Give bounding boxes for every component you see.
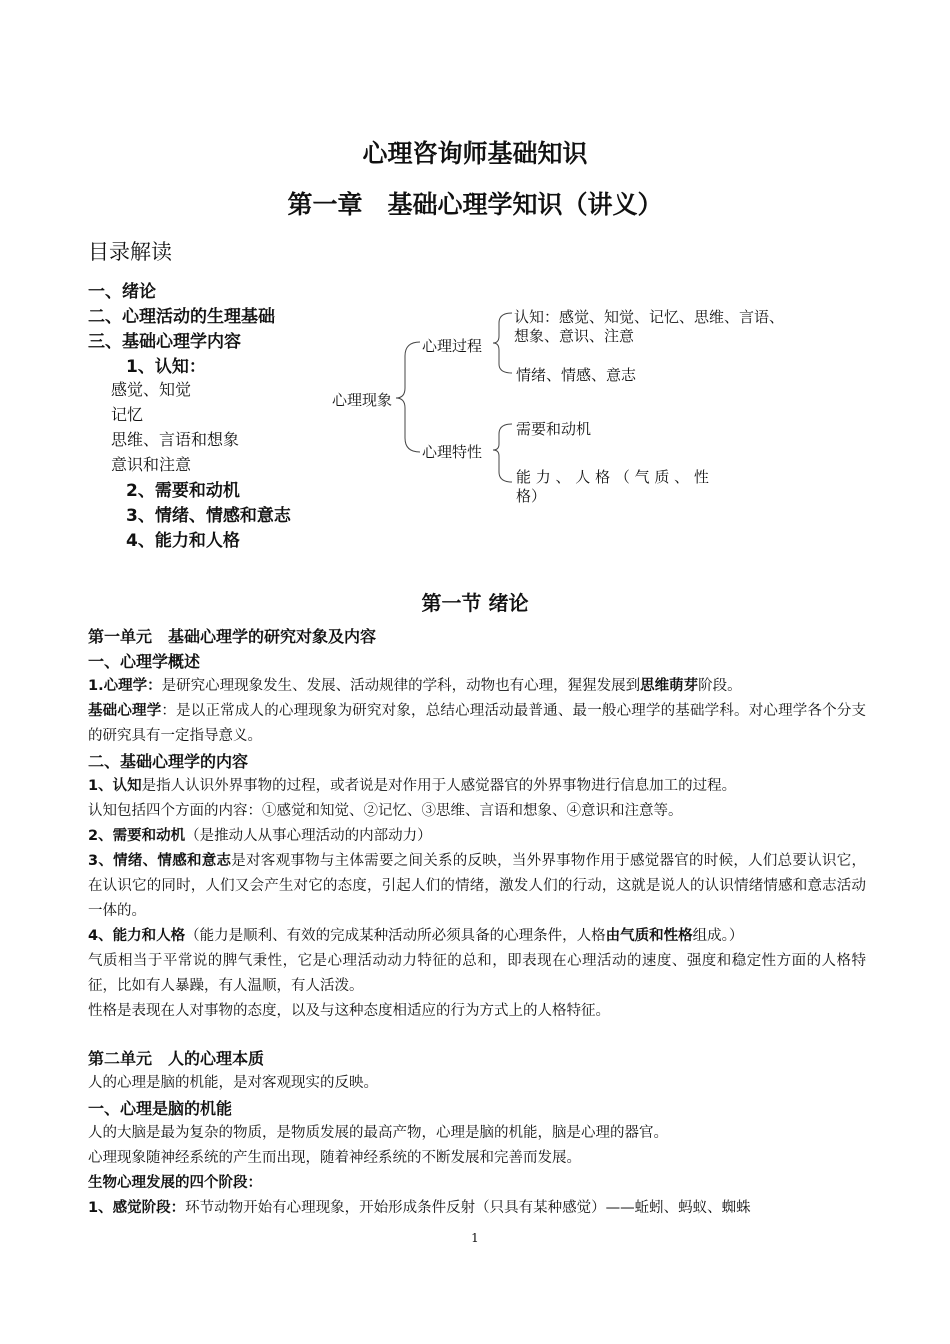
diagram-braces xyxy=(0,0,950,560)
toc-heading: 目录解读 xyxy=(88,240,172,264)
paragraph: 人的大脑是最为复杂的物质，是物质发展的最高产物，心理是脑的机能，脑是心理的器官。 xyxy=(88,1125,668,1141)
paragraph: 4、能力和人格（能力是顺利、有效的完成某种活动所必须具备的心理条件，人格由气质和性格组成。） xyxy=(88,928,744,944)
toc-item: 4、能力和人格 xyxy=(126,531,240,551)
toc-item: 意识和注意 xyxy=(111,455,192,474)
chapter-title: 第一章 基础心理学知识（讲义） xyxy=(287,190,663,219)
unit2-body xyxy=(88,1046,866,1221)
trait-brace xyxy=(493,424,512,482)
unit1-body xyxy=(88,624,866,1024)
unit2-heading-1: 一、心理是脑的机能 xyxy=(88,1099,233,1118)
paragraph: 性格是表现在人对事物的态度，以及与这种态度相适应的行为方式上的人格特征。 xyxy=(88,1003,610,1019)
diagram-cognition: 认知：感觉、知觉、记忆、思维、言语、 xyxy=(514,308,785,326)
paragraph: 气质相当于平常说的脾气秉性，它是心理活动动力特征的总和，即表现在心理活动的速度、强度和稳定性方面的人格特征，比如有人暴躁，有人温顺，有人活泼。 xyxy=(88,953,866,994)
toc-item: 3、情绪、情感和意志 xyxy=(126,506,291,526)
toc-item: 2、需要和动机 xyxy=(126,481,240,501)
diagram-ability: 能 力 、 人 格 （ 气 质 、 性 xyxy=(516,468,709,486)
diagram-ability-cont: 格） xyxy=(516,487,547,505)
paragraph: 1、感觉阶段：环节动物开始有心理现象，开始形成条件反射（只具有某种感觉）——蚯蚓、蚂蚁、蜘蛛 xyxy=(88,1200,751,1216)
paragraph: 认知包括四个方面的内容：①感觉和知觉、②记忆、③思维、言语和想象、④意识和注意等。 xyxy=(88,803,683,819)
document-title: 心理咨询师基础知识 xyxy=(362,139,588,168)
diagram-trait: 心理特性 xyxy=(422,443,483,461)
diagram-emotion: 情绪、情感、意志 xyxy=(516,366,637,384)
unit1-title: 第一单元 基础心理学的研究对象及内容 xyxy=(88,627,377,646)
paragraph: 2、需要和动机（是推动人从事心理活动的内部动力） xyxy=(88,828,432,844)
diagram-needs: 需要和动机 xyxy=(516,420,592,438)
diagram-root: 心理现象 xyxy=(332,391,393,409)
diagram-cognition-cont: 想象、意识、注意 xyxy=(514,327,635,345)
toc-item: 三、基础心理学内容 xyxy=(88,332,241,352)
paragraph: 人的心理是脑的机能，是对客观现实的反映。 xyxy=(88,1075,378,1091)
diagram-process: 心理过程 xyxy=(422,337,483,355)
section-heading: 第一节 绪论 xyxy=(421,591,529,615)
unit1-heading-1: 一、心理学概述 xyxy=(88,652,201,671)
paragraph: 1、认知是指人认识外界事物的过程，或者说是对作用于人感觉器官的外界事物进行信息加工的过程。 xyxy=(88,778,737,794)
unit2-title: 第二单元 人的心理本质 xyxy=(88,1049,265,1068)
page-number: 1 xyxy=(471,1231,479,1245)
toc-item: 感觉、知觉 xyxy=(111,380,192,399)
paragraph: 3、情绪、情感和意志是对客观事物与主体需要之间关系的反映，当外界事物作用于感觉器官的时候，人们总要认识它，在认识它的同时，人们又会产生对它的态度，引起人们的情绪，激发人们的行动，这就是说人的认识情绪情感和意志活动一体的。 xyxy=(88,853,866,919)
toc-item: 1、认知： xyxy=(126,357,206,377)
toc-item: 一、绪论 xyxy=(88,282,156,302)
unit2-heading-2: 生物心理发展的四个阶段： xyxy=(88,1175,262,1191)
unit1-heading-2: 二、基础心理学的内容 xyxy=(88,752,249,771)
toc-item: 记忆 xyxy=(111,405,144,424)
paragraph: 基础心理学：是以正常成人的心理现象为研究对象，总结心理活动最普通、最一般心理学的基础学科。对心理学各个分支的研究具有一定指导意义。 xyxy=(88,703,867,744)
toc-item: 思维、言语和想象 xyxy=(111,430,240,449)
process-brace xyxy=(493,313,512,373)
paragraph: 心理现象随神经系统的产生而出现，随着神经系统的不断发展和完善而发展。 xyxy=(88,1150,581,1166)
toc-item: 二、心理活动的生理基础 xyxy=(88,307,275,327)
paragraph: 1.心理学：是研究心理现象发生、发展、活动规律的学科，动物也有心理，猩猩发展到思维萌芽阶段。 xyxy=(88,678,742,694)
root-brace xyxy=(396,342,420,452)
